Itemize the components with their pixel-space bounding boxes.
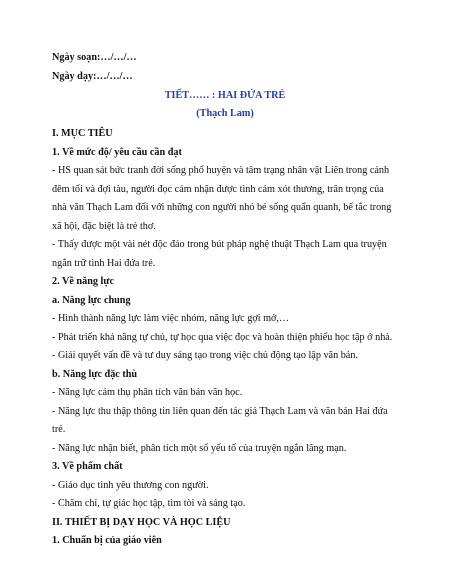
- paragraph-line: nhà văn Thạch Lam đối với những con người nhỏ bé sống quẩn quanh, bế tắc trong: [52, 202, 392, 213]
- list-item: - Phát triển khả năng tự chủ, tự học qua việc đọc và hoàn thiện phiếu học tập ở nhà.: [52, 332, 393, 343]
- subsection-heading: 2. Về năng lực: [52, 276, 114, 287]
- prep-date: Ngày soạn:…/…/…: [52, 52, 137, 63]
- subsection-heading: 1. Chuẩn bị của giáo viên: [52, 535, 162, 546]
- list-item: - Giải quyết vấn đề và tư duy sáng tạo trong việc chủ động tạo lập văn bản.: [52, 350, 358, 361]
- list-item: - Năng lực cảm thụ phân tích văn bản văn học.: [52, 387, 243, 398]
- subsection-heading: 3. Về phẩm chất: [52, 461, 123, 472]
- list-item: - Năng lực thu thập thông tin liên quan đến tác giả Thạch Lam và văn bản Hai đứa: [52, 406, 388, 417]
- paragraph-line: - HS quan sát bức tranh đời sống phố huyện và tâm trạng nhân vật Liên trong cảnh: [52, 165, 390, 176]
- paragraph-line: xã hội, đặc biệt là trẻ thơ.: [52, 221, 156, 232]
- list-item: - Hình thành năng lực làm việc nhóm, năng lực gợi mở,…: [52, 313, 290, 324]
- paragraph-line: - Thấy được một vài nét độc đáo trong bút pháp nghệ thuật Thạch Lam qua truyện: [52, 239, 387, 250]
- subsection-heading: a. Năng lực chung: [52, 295, 131, 306]
- list-item: - Chăm chỉ, tự giác học tập, tìm tòi và sáng tạo.: [52, 498, 246, 509]
- list-item: - Giáo dục tình yêu thương con người.: [52, 480, 209, 491]
- paragraph-line: đêm tối và đợi tàu, người đọc cảm nhận được tình cảm xót thương, trân trọng của: [52, 184, 384, 195]
- paragraph-line: ngắn trữ tình Hai đứa trẻ.: [52, 258, 156, 269]
- section-heading: I. MỤC TIÊU: [52, 128, 113, 139]
- lesson-author: (Thạch Lam): [196, 108, 254, 119]
- subsection-heading: 1. Về mức độ/ yêu cầu cần đạt: [52, 147, 182, 158]
- list-item: - Năng lực nhận biết, phân tích một số yếu tố của truyện ngắn lãng mạn.: [52, 443, 347, 454]
- list-item: trẻ.: [52, 424, 66, 435]
- lesson-title: TIẾT…… : HAI ĐỨA TRẺ: [164, 90, 286, 101]
- teach-date: Ngày dạy:…/…/…: [52, 71, 133, 82]
- subsection-heading: b. Năng lực đặc thù: [52, 369, 138, 380]
- section-heading: II. THIẾT BỊ DẠY HỌC VÀ HỌC LIỆU: [52, 517, 231, 528]
